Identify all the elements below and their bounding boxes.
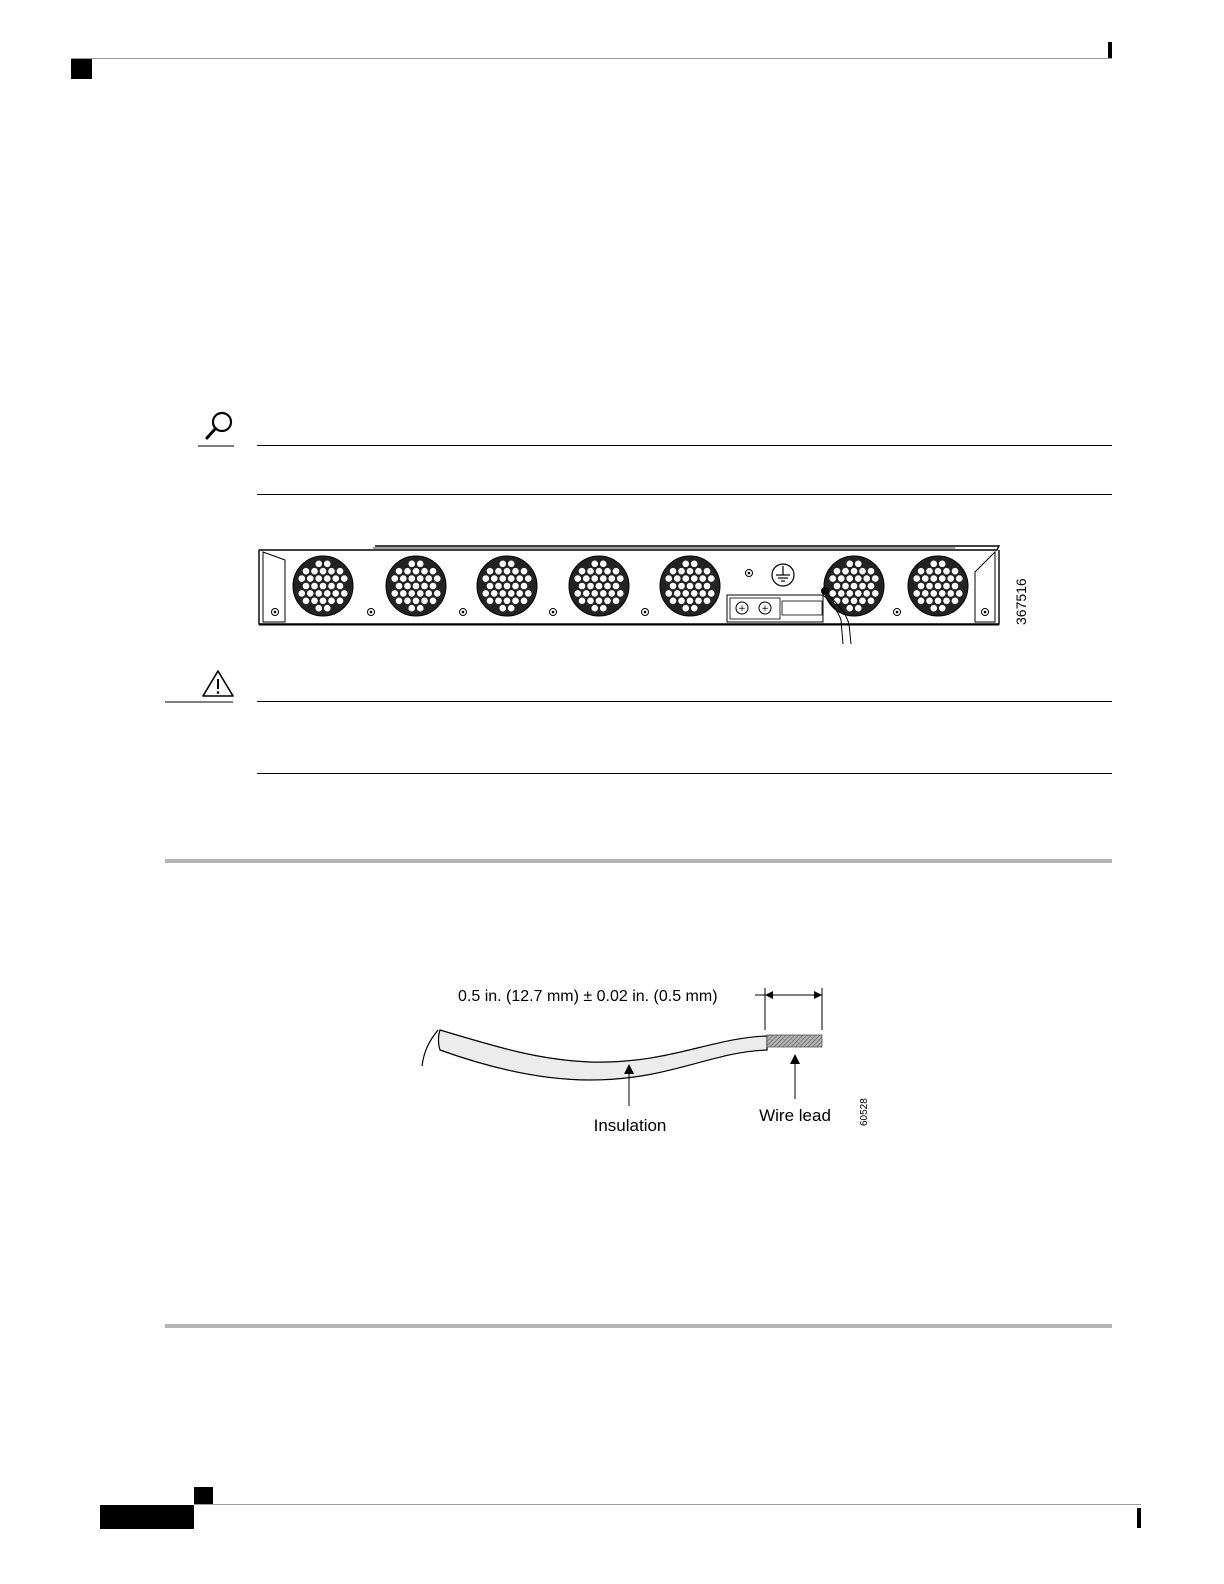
fan-grille-icon bbox=[660, 556, 720, 616]
wire-lead-label: Wire lead bbox=[759, 1106, 831, 1125]
header-rule bbox=[71, 58, 1112, 59]
footer-corner-block bbox=[194, 1487, 213, 1505]
svg-text:+: + bbox=[738, 604, 746, 614]
screw-icon bbox=[982, 609, 989, 616]
screw-icon bbox=[460, 609, 467, 616]
screw-icon bbox=[746, 570, 753, 577]
dimension-label: 0.5 in. (12.7 mm) ± 0.02 in. (0.5 mm) bbox=[458, 988, 718, 1005]
footer-right-bar bbox=[1137, 1508, 1141, 1528]
caution-bottom-rule bbox=[257, 773, 1112, 774]
svg-text:+: + bbox=[761, 604, 769, 614]
footer-rule bbox=[194, 1504, 1141, 1505]
fan-grille-icon bbox=[386, 556, 446, 616]
magnifier-icon bbox=[198, 408, 236, 448]
footer-page-tab bbox=[100, 1505, 194, 1529]
fan-grille-icon bbox=[293, 556, 353, 616]
chassis-figure-id: 367516 bbox=[1013, 578, 1029, 625]
tip-bottom-rule bbox=[257, 494, 1112, 495]
chassis-rear-figure bbox=[255, 540, 1045, 652]
wire-strip-figure bbox=[410, 978, 880, 1148]
screw-icon bbox=[550, 609, 557, 616]
fan-grille-icon bbox=[569, 556, 629, 616]
procedure-divider-top bbox=[165, 859, 1112, 863]
wire-figure-id: 60528 bbox=[859, 1098, 870, 1126]
caution-top-rule bbox=[257, 701, 1112, 702]
insulation-label: Insulation bbox=[593, 1116, 667, 1135]
screw-icon bbox=[642, 609, 649, 616]
tip-icon-wrapper bbox=[198, 408, 236, 448]
procedure-divider-bottom bbox=[165, 1324, 1112, 1328]
header-corner-block bbox=[71, 58, 92, 79]
screw-icon bbox=[272, 609, 279, 616]
screw-icon bbox=[894, 609, 901, 616]
screw-icon bbox=[368, 609, 375, 616]
fan-grille-icon bbox=[824, 556, 884, 616]
tip-top-rule bbox=[257, 445, 1112, 446]
fan-grille-icon bbox=[908, 556, 968, 616]
fan-grille-icon bbox=[477, 556, 537, 616]
header-right-bar bbox=[1108, 42, 1112, 58]
caution-icon-wrapper bbox=[165, 668, 237, 704]
caution-triangle-icon bbox=[165, 668, 237, 704]
